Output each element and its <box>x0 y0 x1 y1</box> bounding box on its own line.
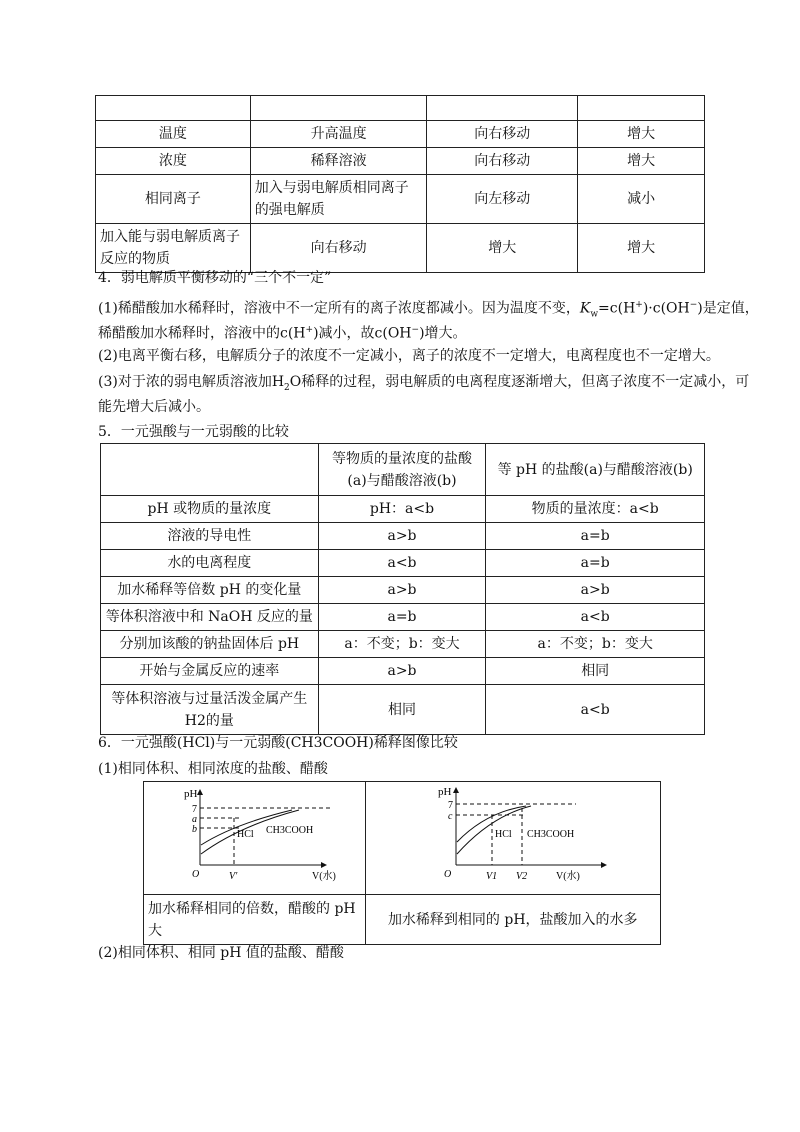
table-cell: a>b <box>318 658 486 685</box>
column-header: 等 pH 的盐酸(a)与醋酸溶液(b) <box>486 444 705 496</box>
table-cell: 等体积溶液与过量活泼金属产生H2的量 <box>101 685 319 735</box>
table-cell: 开始与金属反应的速率 <box>101 658 319 685</box>
section-6-sub-2: (2)相同体积、相同 pH 值的盐酸、醋酸 <box>98 945 344 961</box>
v-prime-label: V′ <box>229 871 238 882</box>
table-cell: 分别加该酸的钠盐固体后 pH <box>101 631 319 658</box>
table-cell: 稀释溶液 <box>250 148 427 175</box>
x-axis-label: V(水) <box>555 871 580 882</box>
dilution-graph-table <box>143 781 661 945</box>
table-cell: 水的电离程度 <box>101 550 319 577</box>
origin-label: O <box>443 869 451 880</box>
table-cell: a>b <box>318 523 486 550</box>
v1-label: V1 <box>485 871 497 882</box>
table-cell: 增大 <box>578 224 705 273</box>
table-cell: a>b <box>486 577 705 604</box>
table-cell: a<b <box>486 685 705 735</box>
graph-cell-2 <box>365 782 661 895</box>
table-row <box>101 631 705 658</box>
table-cell: a<b <box>486 604 705 631</box>
acid-comparison-table <box>100 443 705 735</box>
table-cell: 向右移动 <box>427 148 578 175</box>
table-cell: 向右移动 <box>427 121 578 148</box>
graph-cell-1 <box>144 782 366 895</box>
table-row <box>96 96 705 121</box>
table-cell: 升高温度 <box>250 121 427 148</box>
table-cell: 加水稀释等倍数 pH 的变化量 <box>101 577 319 604</box>
table-cell: a=b <box>486 550 705 577</box>
section-4-para-3: (3)对于浓的弱电解质溶液加$H_2O$稀释的过程，弱电解质的电离程度逐渐增大，但离子浓度不一定减小，可 <box>98 374 750 393</box>
v2-label: V2 <box>515 871 527 882</box>
section-6-sub-1: (1)相同体积、相同浓度的盐酸、醋酸 <box>98 761 328 777</box>
table-cell: a=b <box>486 523 705 550</box>
dilution-graph-same-ph <box>366 782 660 887</box>
table-cell: 等体积溶液中和 NaOH 反应的量 <box>101 604 319 631</box>
table-row <box>96 175 705 224</box>
caption-row <box>144 895 661 945</box>
table-cell: 相同 <box>318 685 486 735</box>
table-cell: pH：a<b <box>318 496 486 523</box>
table-cell: a=b <box>318 604 486 631</box>
table-cell <box>427 96 578 121</box>
table-row <box>101 496 705 523</box>
table-cell: 温度 <box>96 121 251 148</box>
graph-caption-1: 加水稀释相同的倍数，醋酸的 pH 大 <box>144 895 366 945</box>
section-4-para-1-line-2: 稀醋酸加水稀释时，溶液中的c(H+)减小，故c(OH−)增大。 <box>98 325 467 342</box>
section-4-para-2: (2)电离平衡右移，电解质分子的浓度不一定减小，离子的浓度不一定增大，电离程度也不一定增大。 <box>98 348 720 364</box>
table-cell: a<b <box>318 550 486 577</box>
tick-c: c <box>447 811 453 822</box>
x-axis-label: V(水) <box>312 871 337 882</box>
table-cell: 向右移动 <box>250 224 427 273</box>
table-cell: 溶液的导电性 <box>101 523 319 550</box>
section-4-para-3-line-2: 能先增大后减小。 <box>98 399 210 415</box>
table-cell: 增大 <box>578 121 705 148</box>
table-cell: 相同 <box>486 658 705 685</box>
y-axis-label: pH <box>184 788 198 800</box>
table-row <box>101 523 705 550</box>
table-cell <box>96 96 251 121</box>
section-4-heading: 4．弱电解质平衡移动的“三个不一定” <box>98 270 332 286</box>
table-row <box>96 121 705 148</box>
table-row <box>101 658 705 685</box>
column-header <box>101 444 319 496</box>
dilution-graph-same-concentration <box>144 782 364 887</box>
table-cell: 加入与弱电解质相同离子的强电解质 <box>250 175 427 224</box>
section-4-para-1: (1)稀醋酸加水稀释时，溶液中不一定所有的离子浓度都减小。因为温度不变，$K_w=c(H^+)\cdot c(OH^-)$是定值， <box>98 300 759 320</box>
table-cell: 加入能与弱电解质离子反应的物质 <box>96 224 251 273</box>
table-cell: a>b <box>318 577 486 604</box>
hcl-label: HCl <box>494 829 512 840</box>
table-row <box>101 685 705 735</box>
table-cell <box>250 96 427 121</box>
ch3cooh-label: CH3COOH <box>266 825 314 836</box>
table-cell: 增大 <box>578 148 705 175</box>
table-cell: 向左移动 <box>427 175 578 224</box>
graph-row <box>144 782 661 895</box>
table-header-row <box>101 444 705 496</box>
table-cell: 相同离子 <box>96 175 251 224</box>
y-axis-label: pH <box>437 786 452 798</box>
table-cell: 增大 <box>427 224 578 273</box>
table-cell: 物质的量浓度：a<b <box>486 496 705 523</box>
table-cell: 浓度 <box>96 148 251 175</box>
table-row <box>101 577 705 604</box>
hcl-label: HCl <box>237 829 254 840</box>
tick-a: a <box>192 814 198 825</box>
table-cell <box>578 96 705 121</box>
table-row <box>96 148 705 175</box>
section-5-heading: 5．一元强酸与一元弱酸的比较 <box>98 424 289 440</box>
section-6-heading: 6．一元强酸(HCl)与一元弱酸(CH3COOH)稀释图像比较 <box>98 735 458 751</box>
graph-caption-2: 加水稀释到相同的 pH，盐酸加入的水多 <box>365 895 661 945</box>
table-row <box>101 550 705 577</box>
table-cell: 减小 <box>578 175 705 224</box>
column-header: 等物质的量浓度的盐酸(a)与醋酸溶液(b) <box>318 444 486 496</box>
table-row <box>101 604 705 631</box>
tick-7: 7 <box>192 804 198 815</box>
table-cell: a：不变；b：变大 <box>318 631 486 658</box>
hcl-curve <box>457 806 531 854</box>
origin-label: O <box>192 869 200 880</box>
equilibrium-factor-table <box>95 95 705 273</box>
table-cell: a：不变；b：变大 <box>486 631 705 658</box>
ch3cooh-label: CH3COOH <box>526 829 574 840</box>
tick-7: 7 <box>447 800 453 811</box>
tick-b: b <box>192 824 198 835</box>
table-cell: pH 或物质的量浓度 <box>101 496 319 523</box>
